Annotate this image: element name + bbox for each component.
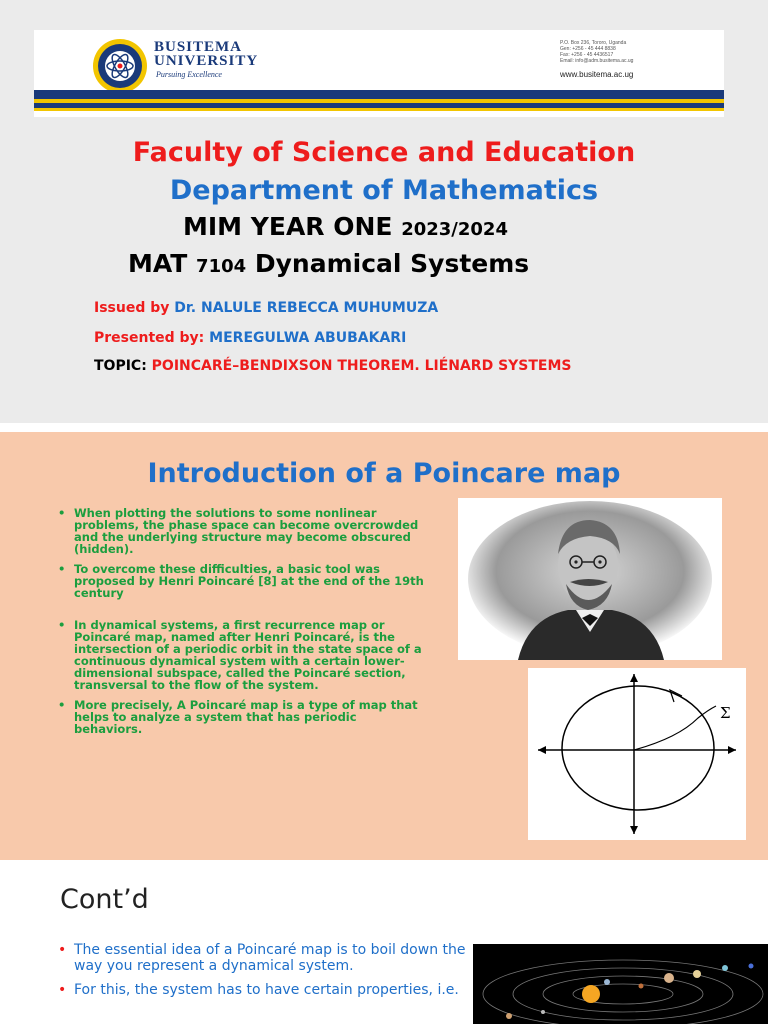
list-item: • The essential idea of a Poincaré map is to boil down the way you represent a dynamical system. (58, 942, 468, 974)
stripe-navy (34, 90, 724, 99)
bullet-list (58, 507, 428, 743)
presented-value: MEREGULWA ABUBAKARI (209, 330, 407, 346)
course-code-prefix: MAT (128, 249, 197, 278)
list-item: • More precisely, A Poincaré map is a type of map that helps to analyze a system that has periodic behaviors. (58, 699, 428, 735)
university-logo-icon (90, 36, 150, 96)
contact-address: P.O. Box 236, Tororo, Uganda (560, 40, 627, 46)
issued-by-line (94, 300, 438, 316)
contact-info (560, 40, 633, 64)
slide-title: Cont’d (60, 884, 149, 915)
topic-value: POINCARÉ–BENDIXSON THEOREM. LIÉNARD SYSTEMS (151, 358, 572, 374)
poincare-section-curve (634, 706, 716, 750)
issued-label: Issued by (94, 300, 175, 316)
list-item: • To overcome these difficulties, a basic tool was proposed by Henri Poincaré [8] at the end of the 19th century (58, 563, 428, 599)
presented-by-line (94, 330, 406, 346)
university-name (154, 40, 258, 68)
contact-phone: Gen: +256 - 45 444 8838 (560, 46, 616, 52)
contd-slide (0, 868, 768, 1024)
list-item: • For this, the system has to have certain properties, i.e. (58, 982, 468, 998)
university-name-line2: UNIVERSITY (154, 53, 259, 69)
periodic-orbit (562, 686, 714, 810)
y-axis-arrow-top (630, 674, 638, 682)
poincare-intro-slide (0, 432, 768, 860)
portrait-image (458, 498, 722, 660)
year-label: MIM YEAR ONE (183, 212, 402, 241)
course-heading (128, 249, 529, 278)
list-item: • In dynamical systems, a first recurrence map or Poincaré map, named after Henri Poincaré, is the intersection of a periodic orbit in the state space of a continuous dynamical system with a certain lower-dimensional subspace, called the Poincaré section, transversal to the flow of the system. (58, 619, 428, 691)
title-slide (0, 0, 768, 423)
issued-value: Dr. NALULE REBECCA MUHUMUZA (174, 300, 439, 316)
faculty-heading: Faculty of Science and Education (132, 137, 636, 168)
university-name-line1: BUSITEMA (154, 39, 243, 55)
contact-fax: Fax: +256 - 45 4436517 (560, 52, 614, 58)
x-axis-arrow-right (728, 746, 736, 754)
poincare-section-diagram (528, 668, 746, 840)
solar-system-image (473, 944, 768, 1024)
y-axis-arrow-bottom (630, 826, 638, 834)
banner-stripes (34, 90, 724, 111)
stripe-gold-2 (34, 108, 724, 111)
year-heading (183, 212, 508, 241)
university-banner (34, 30, 724, 117)
contact-email: Email: info@adm.busitema.ac.ug (560, 58, 634, 64)
bullet-list (58, 942, 468, 1006)
poincare-diagram-svg (528, 668, 746, 840)
course-name: Dynamical Systems (246, 249, 530, 278)
university-motto: Pursuing Excellence (156, 70, 222, 79)
year-value: 2023/2024 (401, 219, 508, 240)
slide-title: Introduction of a Poincare map (147, 458, 621, 489)
topic-label: TOPIC: (94, 358, 152, 374)
presented-label: Presented by: (94, 330, 210, 346)
topic-line (94, 358, 572, 374)
henri-poincare-portrait (458, 498, 722, 660)
x-axis-arrow-left (538, 746, 546, 754)
contact-website: www.busitema.ac.ug (560, 70, 634, 79)
sigma-label: Σ (720, 704, 731, 722)
list-item: • When plotting the solutions to some nonlinear problems, the phase space can become overcrowded and the underlying structure may become obscured (hidden). (58, 507, 428, 555)
solar-system-svg (473, 944, 768, 1024)
department-heading: Department of Mathematics (169, 175, 599, 206)
course-code-number: 7104 (196, 256, 247, 277)
